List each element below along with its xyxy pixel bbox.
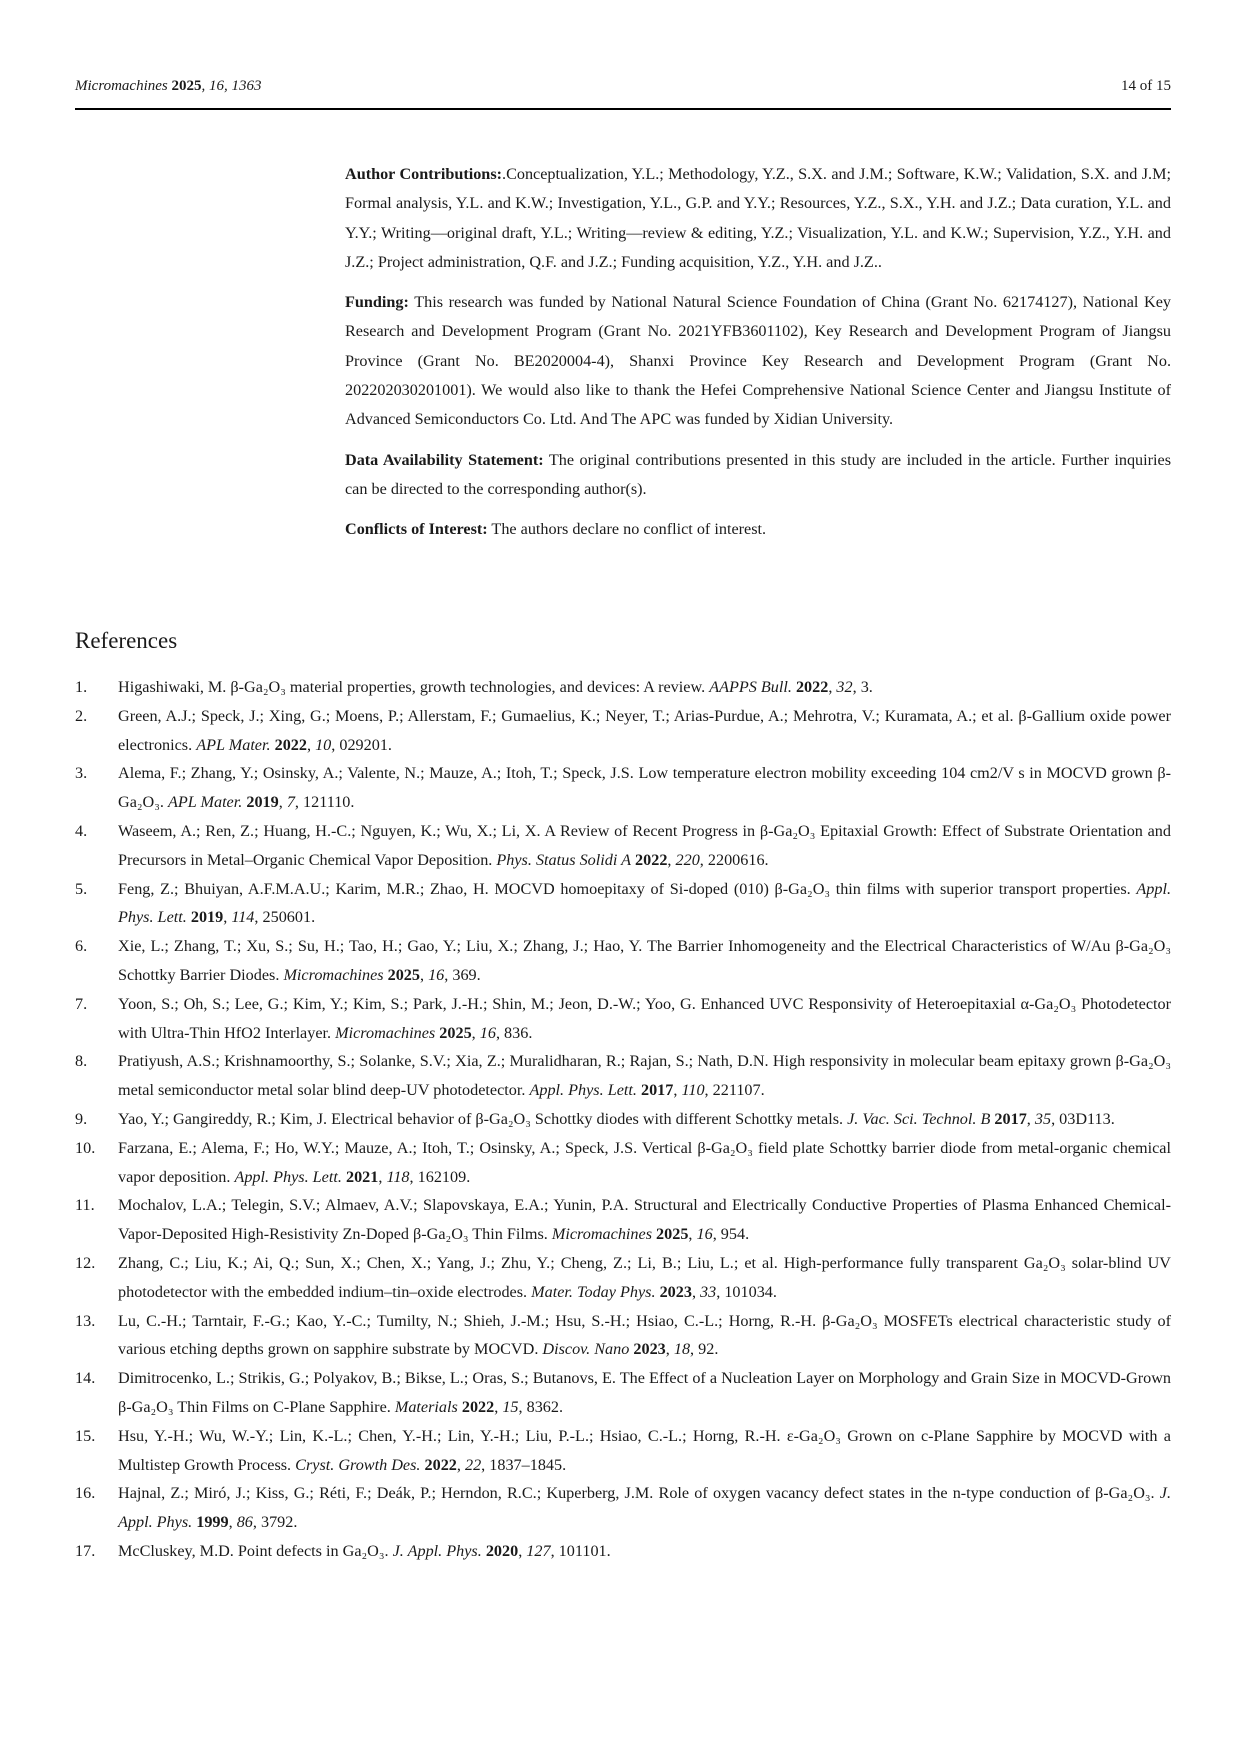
reference-year: 2022 bbox=[274, 735, 307, 754]
reference-text: Pratiyush, A.S.; Krishnamoorthy, S.; Solanke, S.V.; Xia, Z.; Muralidharan, R.; Rajan, S.; Nath, D.N. High responsivity in molecular beam epitaxy grown β-Ga₂O₃ metal semiconductor metal solar blind deep-UV photodetector. bbox=[118, 1052, 1171, 1100]
reference-year: 2022 bbox=[424, 1455, 457, 1474]
reference-pages: , 369. bbox=[444, 965, 481, 984]
reference-volume: 110 bbox=[681, 1081, 705, 1100]
reference-year: 2025 bbox=[656, 1225, 689, 1244]
reference-journal: Discov. Nano bbox=[542, 1340, 630, 1359]
reference-number: 12. bbox=[75, 1253, 96, 1272]
reference-text: Feng, Z.; Bhuiyan, A.F.M.A.U.; Karim, M.R.; Zhao, H. MOCVD homoepitaxy of Si-doped (010) β-Ga₂O₃ thin films with superior transport properties. bbox=[118, 879, 1137, 898]
reference-text: Dimitrocenko, L.; Strikis, G.; Polyakov, B.; Bikse, L.; Oras, S.; Butanovs, E. The Effect of a Nucleation Layer on Morphology and Grain Size in MOCVD-Grown β-Ga₂O₃ Thin Films on C-Plane Sapphire. bbox=[118, 1369, 1171, 1416]
author-contributions-label: Author Contributions: bbox=[345, 165, 503, 183]
conflicts-text: The authors declare no conflict of interest. bbox=[487, 520, 767, 539]
reference-journal: Appl. Phys. Lett. bbox=[118, 879, 1171, 927]
data-availability-text: The original contributions presented in this study are included in the article. Further inquiries can be directed to the corresponding author(s). bbox=[345, 450, 1171, 498]
reference-journal: APL Mater. bbox=[196, 735, 271, 754]
reference-pages: , 03D113. bbox=[1051, 1109, 1115, 1128]
reference-volume: 16 bbox=[428, 965, 445, 984]
reference-year: 2017 bbox=[994, 1109, 1027, 1128]
reference-year: 2023 bbox=[659, 1282, 692, 1301]
reference-number: 11. bbox=[75, 1196, 95, 1215]
data-availability bbox=[345, 446, 1171, 505]
reference-journal: J. Appl. Phys. bbox=[118, 1484, 1171, 1532]
reference-number: 17. bbox=[75, 1541, 96, 1560]
reference-journal: J. Appl. Phys. bbox=[392, 1541, 482, 1560]
reference-year: 2021 bbox=[345, 1167, 379, 1186]
reference-text: Farzana, E.; Alema, F.; Ho, W.Y.; Mauze, A.; Itoh, T.; Osinsky, A.; Speck, J.S. Vertical β-Ga₂O₃ field plate Schottky barrier diode from metal-organic chemical vapor deposition. bbox=[118, 1138, 1171, 1186]
reference-text: Yoon, S.; Oh, S.; Lee, G.; Kim, Y.; Kim, S.; Park, J.-H.; Shin, M.; Jeon, D.-W.; Yoo, G. Enhanced UVC Responsivity of Heteroepitaxial α-Ga₂O₃ Photodetector with Ultra-Thin HfO2 Interlayer. bbox=[118, 994, 1171, 1042]
reference-pages: , 101034. bbox=[716, 1282, 777, 1301]
funding-text: This research was funded by National Natural Science Foundation of China (Grant No. 62174127), National Key Research and Development Program (Grant No. 2021YFB3601102), Key Research and Development Program of Jiangsu Province (Grant No. BE2020004-4), Shanxi Province Key Research and Development Program (Grant No. 202202030201001). We would also like to thank the Hefei Comprehensive National Science Center and Jiangsu Institute of Advanced Semiconductors Co. Ltd. And The APC was funded by Xidian University. bbox=[345, 293, 1171, 429]
reference-year: 2020 bbox=[485, 1541, 519, 1560]
funding-label: Funding: bbox=[345, 293, 409, 312]
reference-item: 17. McCluskey, M.D. Point defects in Ga₂O₃. J. Appl. Phys. 2020, 127, 101101. bbox=[75, 1537, 1171, 1566]
reference-volume: 10 bbox=[315, 735, 332, 754]
journal-name: Micromachines bbox=[75, 78, 168, 94]
author-contributions bbox=[345, 160, 1171, 277]
reference-volume: 127 bbox=[526, 1541, 551, 1560]
reference-item: 5. Feng, Z.; Bhuiyan, A.F.M.A.U.; Karim, M.R.; Zhao, H. MOCVD homoepitaxy of Si-doped (010) β-Ga₂O₃ thin films with superior transport properties. Appl. Phys. Lett. 2019, 114, 250601. bbox=[75, 875, 1171, 933]
reference-text: Alema, F.; Zhang, Y.; Osinsky, A.; Valente, N.; Mauze, A.; Itoh, T.; Speck, J.S. Low temperature electron mobility exceeding 104 cm2/V s in MOCVD grown β-Ga₂O₃. bbox=[118, 764, 1171, 812]
reference-pages: , 836. bbox=[495, 1023, 533, 1042]
reference-pages: , 3792. bbox=[252, 1513, 298, 1532]
reference-text: Waseem, A.; Ren, Z.; Huang, H.-C.; Nguyen, K.; Wu, X.; Li, X. A Review of Recent Progress in β-Ga₂O₃ Epitaxial Growth: Effect of Substrate Orientation and Precursors in Metal–Organic Chemical Vapor Deposition. bbox=[118, 821, 1171, 869]
reference-pages: , 121110. bbox=[294, 793, 355, 812]
reference-text: Green, A.J.; Speck, J.; Xing, G.; Moens, P.; Allerstam, F.; Gumaelius, K.; Neyer, T.; Arias-Purdue, A.; Mehrotra, V.; Kuramata, A.; et al. β-Gallium oxide power electronics. bbox=[118, 706, 1171, 754]
reference-text: Hsu, Y.-H.; Wu, W.-Y.; Lin, K.-L.; Chen, Y.-H.; Lin, Y.-H.; Liu, P.-L.; Hsiao, C.-L.; Horng, R.-H. ε-Ga₂O₃ Grown on c-Plane Sapphire by MOCVD with a Multistep Growth Process. bbox=[118, 1426, 1171, 1474]
reference-item: 10. Farzana, E.; Alema, F.; Ho, W.Y.; Mauze, A.; Itoh, T.; Osinsky, A.; Speck, J.S. Vertical β-Ga₂O₃ field plate Schottky barrier diode from metal-organic chemical vapor deposition. Appl. Phys. Lett. 2021, 118, 162109. bbox=[75, 1134, 1171, 1192]
reference-item: 1. Higashiwaki, M. β-Ga₂O₃ material properties, growth technologies, and devices: A review. AAPPS Bull. 2022, 32, 3. bbox=[75, 673, 1171, 702]
funding bbox=[345, 288, 1171, 434]
reference-pages: , 162109. bbox=[409, 1167, 471, 1186]
reference-volume: 33 bbox=[700, 1282, 717, 1301]
reference-item: 13. Lu, C.-H.; Tarntair, F.-G.; Kao, Y.-C.; Tumilty, N.; Shieh, J.-M.; Hsu, S.-H.; Hsiao, C.-L.; Horng, R.-H. β-Ga₂O₃ MOSFETs electrical characteristic study of various etching depths grown on sapphire substrate by MOCVD. Discov. Nano 2023, 18, 92. bbox=[75, 1307, 1171, 1365]
reference-year: 2019 bbox=[246, 793, 279, 812]
reference-number: 9. bbox=[75, 1109, 88, 1128]
reference-journal: Cryst. Growth Des. bbox=[295, 1455, 421, 1474]
reference-pages: , 954. bbox=[712, 1225, 750, 1244]
reference-item: 16. Hajnal, Z.; Miró, J.; Kiss, G.; Réti, F.; Deák, P.; Herndon, R.C.; Kuperberg, J.M. Role of oxygen vacancy defect states in the n-type conduction of β-Ga₂O₃. J. Appl. Phys. 1999, 86, 3792. bbox=[75, 1479, 1171, 1537]
reference-volume: 22 bbox=[464, 1455, 482, 1474]
reference-year: 1999 bbox=[196, 1513, 229, 1532]
reference-text: Mochalov, L.A.; Telegin, S.V.; Almaev, A.V.; Slapovskaya, E.A.; Yunin, P.A. Structural and Electrically Conductive Properties of Plasma Enhanced Chemical-Vapor-Deposited High-Resistivity Zn-Doped β-Ga₂O₃ Thin Films. bbox=[118, 1196, 1171, 1244]
reference-year: 2017 bbox=[640, 1081, 674, 1100]
page-indicator: 14 of 15 bbox=[1121, 78, 1171, 94]
reference-item: 3. Alema, F.; Zhang, Y.; Osinsky, A.; Valente, N.; Mauze, A.; Itoh, T.; Speck, J.S. Low temperature electron mobility exceeding 104 cm2/V s in MOCVD grown β-Ga₂O₃. APL Mater. 2019, 7, 121110. bbox=[75, 759, 1171, 817]
reference-text: Xie, L.; Zhang, T.; Xu, S.; Su, H.; Tao, H.; Gao, Y.; Liu, X.; Zhang, J.; Hao, Y. The Barrier Inhomogeneity and the Electrical Characteristics of W/Au β-Ga₂O₃ Schottky Barrier Diodes. bbox=[118, 937, 1171, 984]
reference-number: 2. bbox=[75, 706, 88, 725]
reference-journal: J. Vac. Sci. Technol. B bbox=[847, 1109, 991, 1128]
reference-volume: 86 bbox=[236, 1513, 253, 1532]
reference-volume: 220 bbox=[675, 850, 700, 869]
reference-number: 10. bbox=[75, 1138, 96, 1157]
reference-volume: 114 bbox=[231, 908, 255, 927]
reference-volume: 18 bbox=[673, 1340, 691, 1359]
reference-list bbox=[75, 673, 1171, 1566]
reference-journal: Mater. Today Phys. bbox=[531, 1282, 656, 1301]
reference-item: 6. Xie, L.; Zhang, T.; Xu, S.; Su, H.; Tao, H.; Gao, Y.; Liu, X.; Zhang, J.; Hao, Y. The Barrier Inhomogeneity and the Electrical Characteristics of W/Au β-Ga₂O₃ Schottky Barrier Diodes. Micromachines 2025, 16, 369. bbox=[75, 932, 1171, 990]
reference-number: 1. bbox=[75, 678, 88, 696]
reference-volume: 35 bbox=[1034, 1109, 1052, 1128]
reference-journal: Micromachines bbox=[335, 1023, 436, 1042]
conflicts-of-interest bbox=[345, 515, 1171, 544]
reference-pages: , 1837–1845. bbox=[481, 1455, 567, 1474]
reference-pages: , 8362. bbox=[518, 1397, 564, 1416]
reference-number: 4. bbox=[75, 821, 88, 840]
reference-pages: , 3. bbox=[852, 678, 873, 696]
reference-text: Yao, Y.; Gangireddy, R.; Kim, J. Electrical behavior of β-Ga₂O₃ Schottky diodes with different Schottky metals. bbox=[118, 1109, 848, 1128]
reference-item: 15. Hsu, Y.-H.; Wu, W.-Y.; Lin, K.-L.; Chen, Y.-H.; Lin, Y.-H.; Liu, P.-L.; Hsiao, C.-L.; Horng, R.-H. ε-Ga₂O₃ Grown on c-Plane Sapphire by MOCVD with a Multistep Growth Process. Cryst. Growth Des. 2022, 22, 1837–1845. bbox=[75, 1422, 1171, 1480]
reference-volume: 16 bbox=[696, 1225, 713, 1244]
reference-pages: , 2200616. bbox=[699, 850, 769, 869]
reference-journal: Micromachines bbox=[283, 965, 384, 984]
reference-year: 2022 bbox=[461, 1397, 495, 1416]
reference-journal: APL Mater. bbox=[167, 793, 243, 812]
reference-volume: 15 bbox=[502, 1397, 519, 1416]
reference-year: 2022 bbox=[795, 678, 829, 696]
reference-text: Lu, C.-H.; Tarntair, F.-G.; Kao, Y.-C.; Tumilty, N.; Shieh, J.-M.; Hsu, S.-H.; Hsiao, C.-L.; Horng, R.-H. β-Ga₂O₃ MOSFETs electrical characteristic study of various etching depths grown on sapphire substrate by MOCVD. bbox=[118, 1311, 1171, 1359]
reference-number: 16. bbox=[75, 1484, 96, 1503]
back-matter bbox=[345, 160, 1171, 556]
reference-year: 2025 bbox=[439, 1023, 472, 1042]
reference-number: 7. bbox=[75, 994, 88, 1013]
reference-number: 8. bbox=[75, 1052, 88, 1071]
reference-item: 4. Waseem, A.; Ren, Z.; Huang, H.-C.; Nguyen, K.; Wu, X.; Li, X. A Review of Recent Progress in β-Ga₂O₃ Epitaxial Growth: Effect of Substrate Orientation and Precursors in Metal–Organic Chemical Vapor Deposition. Phys. Status Solidi A 2022, 220, 2200616. bbox=[75, 817, 1171, 875]
references-heading: References bbox=[75, 628, 178, 653]
reference-item: 12. Zhang, C.; Liu, K.; Ai, Q.; Sun, X.; Chen, X.; Yang, J.; Zhu, Y.; Cheng, Z.; Li, B.; Liu, L.; et al. High-performance fully transparent Ga₂O₃ solar-blind UV photodetector with the embedded indium–tin–oxide electrodes. Mater. Today Phys. 2023, 33, 101034. bbox=[75, 1249, 1171, 1307]
reference-pages: , 221107. bbox=[704, 1081, 765, 1100]
reference-journal: Materials bbox=[394, 1397, 458, 1416]
conflicts-label: Conflicts of Interest: bbox=[345, 520, 488, 539]
header-rule bbox=[75, 108, 1171, 110]
reference-volume: 16 bbox=[479, 1023, 496, 1042]
reference-year: 2025 bbox=[387, 965, 420, 984]
reference-journal: AAPPS Bull. bbox=[709, 678, 792, 696]
journal-year: 2025 bbox=[171, 78, 202, 94]
reference-pages: , 029201. bbox=[331, 735, 392, 754]
reference-item: 2. Green, A.J.; Speck, J.; Xing, G.; Moens, P.; Allerstam, F.; Gumaelius, K.; Neyer, T.; Arias-Purdue, A.; Mehrotra, V.; Kuramata, A.; et al. β-Gallium oxide power electronics. APL Mater. 2022, 10, 029201. bbox=[75, 702, 1171, 760]
reference-pages: , 101101. bbox=[550, 1541, 611, 1560]
reference-item: 9. Yao, Y.; Gangireddy, R.; Kim, J. Electrical behavior of β-Ga₂O₃ Schottky diodes with different Schottky metals. J. Vac. Sci. Technol. B 2017, 35, 03D113. bbox=[75, 1105, 1171, 1134]
reference-item: 14. Dimitrocenko, L.; Strikis, G.; Polyakov, B.; Bikse, L.; Oras, S.; Butanovs, E. The Effect of a Nucleation Layer on Morphology and Grain Size in MOCVD-Grown β-Ga₂O₃ Thin Films on C-Plane Sapphire. Materials 2022, 15, 8362. bbox=[75, 1364, 1171, 1422]
reference-number: 6. bbox=[75, 937, 88, 956]
reference-volume: 7 bbox=[286, 793, 295, 812]
journal-volume-article: , 16, 1363 bbox=[201, 78, 262, 94]
reference-number: 3. bbox=[75, 764, 88, 783]
reference-volume: 32 bbox=[836, 678, 853, 696]
reference-number: 13. bbox=[75, 1311, 96, 1330]
reference-number: 5. bbox=[75, 879, 88, 898]
reference-journal: Micromachines bbox=[551, 1225, 652, 1244]
reference-number: 15. bbox=[75, 1426, 96, 1445]
data-availability-label: Data Availability Statement: bbox=[345, 450, 544, 469]
reference-number: 14. bbox=[75, 1369, 96, 1388]
reference-text: Hajnal, Z.; Miró, J.; Kiss, G.; Réti, F.; Deák, P.; Herndon, R.C.; Kuperberg, J.M. Role of oxygen vacancy defect states in the n-type conduction of β-Ga₂O₃. bbox=[118, 1484, 1160, 1503]
reference-pages: , 92. bbox=[690, 1340, 719, 1359]
reference-text: Higashiwaki, M. β-Ga₂O₃ material properties, growth technologies, and devices: A review. bbox=[118, 678, 710, 696]
reference-year: 2022 bbox=[635, 850, 668, 869]
reference-journal: Appl. Phys. Lett. bbox=[234, 1167, 342, 1186]
reference-text: Zhang, C.; Liu, K.; Ai, Q.; Sun, X.; Chen, X.; Yang, J.; Zhu, Y.; Cheng, Z.; Li, B.; Liu, L.; et al. High-performance fully transparent Ga₂O₃ solar-blind UV photodetector with the embedded indium–tin–oxide electrodes. bbox=[118, 1253, 1171, 1301]
reference-item: 11. Mochalov, L.A.; Telegin, S.V.; Almaev, A.V.; Slapovskaya, E.A.; Yunin, P.A. Structural and Electrically Conductive Properties of Plasma Enhanced Chemical-Vapor-Deposited High-Resistivity Zn-Doped β-Ga₂O₃ Thin Films. Micromachines 2025, 16, 954. bbox=[75, 1191, 1171, 1249]
journal-citation bbox=[75, 78, 262, 95]
reference-item: 7. Yoon, S.; Oh, S.; Lee, G.; Kim, Y.; Kim, S.; Park, J.-H.; Shin, M.; Jeon, D.-W.; Yoo, G. Enhanced UVC Responsivity of Heteroepitaxial α-Ga₂O₃ Photodetector with Ultra-Thin HfO2 Interlayer. Micromachines 2025, 16, 836. bbox=[75, 990, 1171, 1048]
reference-year: 2019 bbox=[190, 908, 224, 927]
running-header bbox=[75, 72, 1171, 104]
reference-journal: Appl. Phys. Lett. bbox=[529, 1081, 637, 1100]
reference-volume: 118 bbox=[386, 1167, 410, 1186]
reference-item: 8. Pratiyush, A.S.; Krishnamoorthy, S.; Solanke, S.V.; Xia, Z.; Muralidharan, R.; Rajan, S.; Nath, D.N. High responsivity in molecular beam epitaxy grown β-Ga₂O₃ metal semiconductor metal solar blind deep-UV photodetector. Appl. Phys. Lett. 2017, 110, 221107. bbox=[75, 1047, 1171, 1105]
reference-pages: , 250601. bbox=[254, 908, 316, 927]
reference-text: McCluskey, M.D. Point defects in Ga₂O₃. bbox=[118, 1541, 393, 1560]
reference-year: 2023 bbox=[633, 1340, 666, 1359]
reference-journal: Phys. Status Solidi A bbox=[496, 850, 631, 869]
author-contributions-text: .Conceptualization, Y.L.; Methodology, Y.Z., S.X. and J.M.; Software, K.W.; Validation, S.X. and J.M; Formal analysis, Y.L. and K.W.; Investigation, Y.L., G.P. and Y.Y.; Resources, Y.Z., S.X., Y.H. and J.Z.; Data curation, Y.L. and Y.Y.; Writing—original draft, Y.L.; Writing—review & editing, Y.Z.; Visualization, Y.L. and K.W.; Supervision, Y.Z., Y.H. and J.Z.; Project administration, Q.F. and J.Z.; Funding acquisition, Y.Z., Y.H. and J.Z.. bbox=[345, 165, 1171, 271]
